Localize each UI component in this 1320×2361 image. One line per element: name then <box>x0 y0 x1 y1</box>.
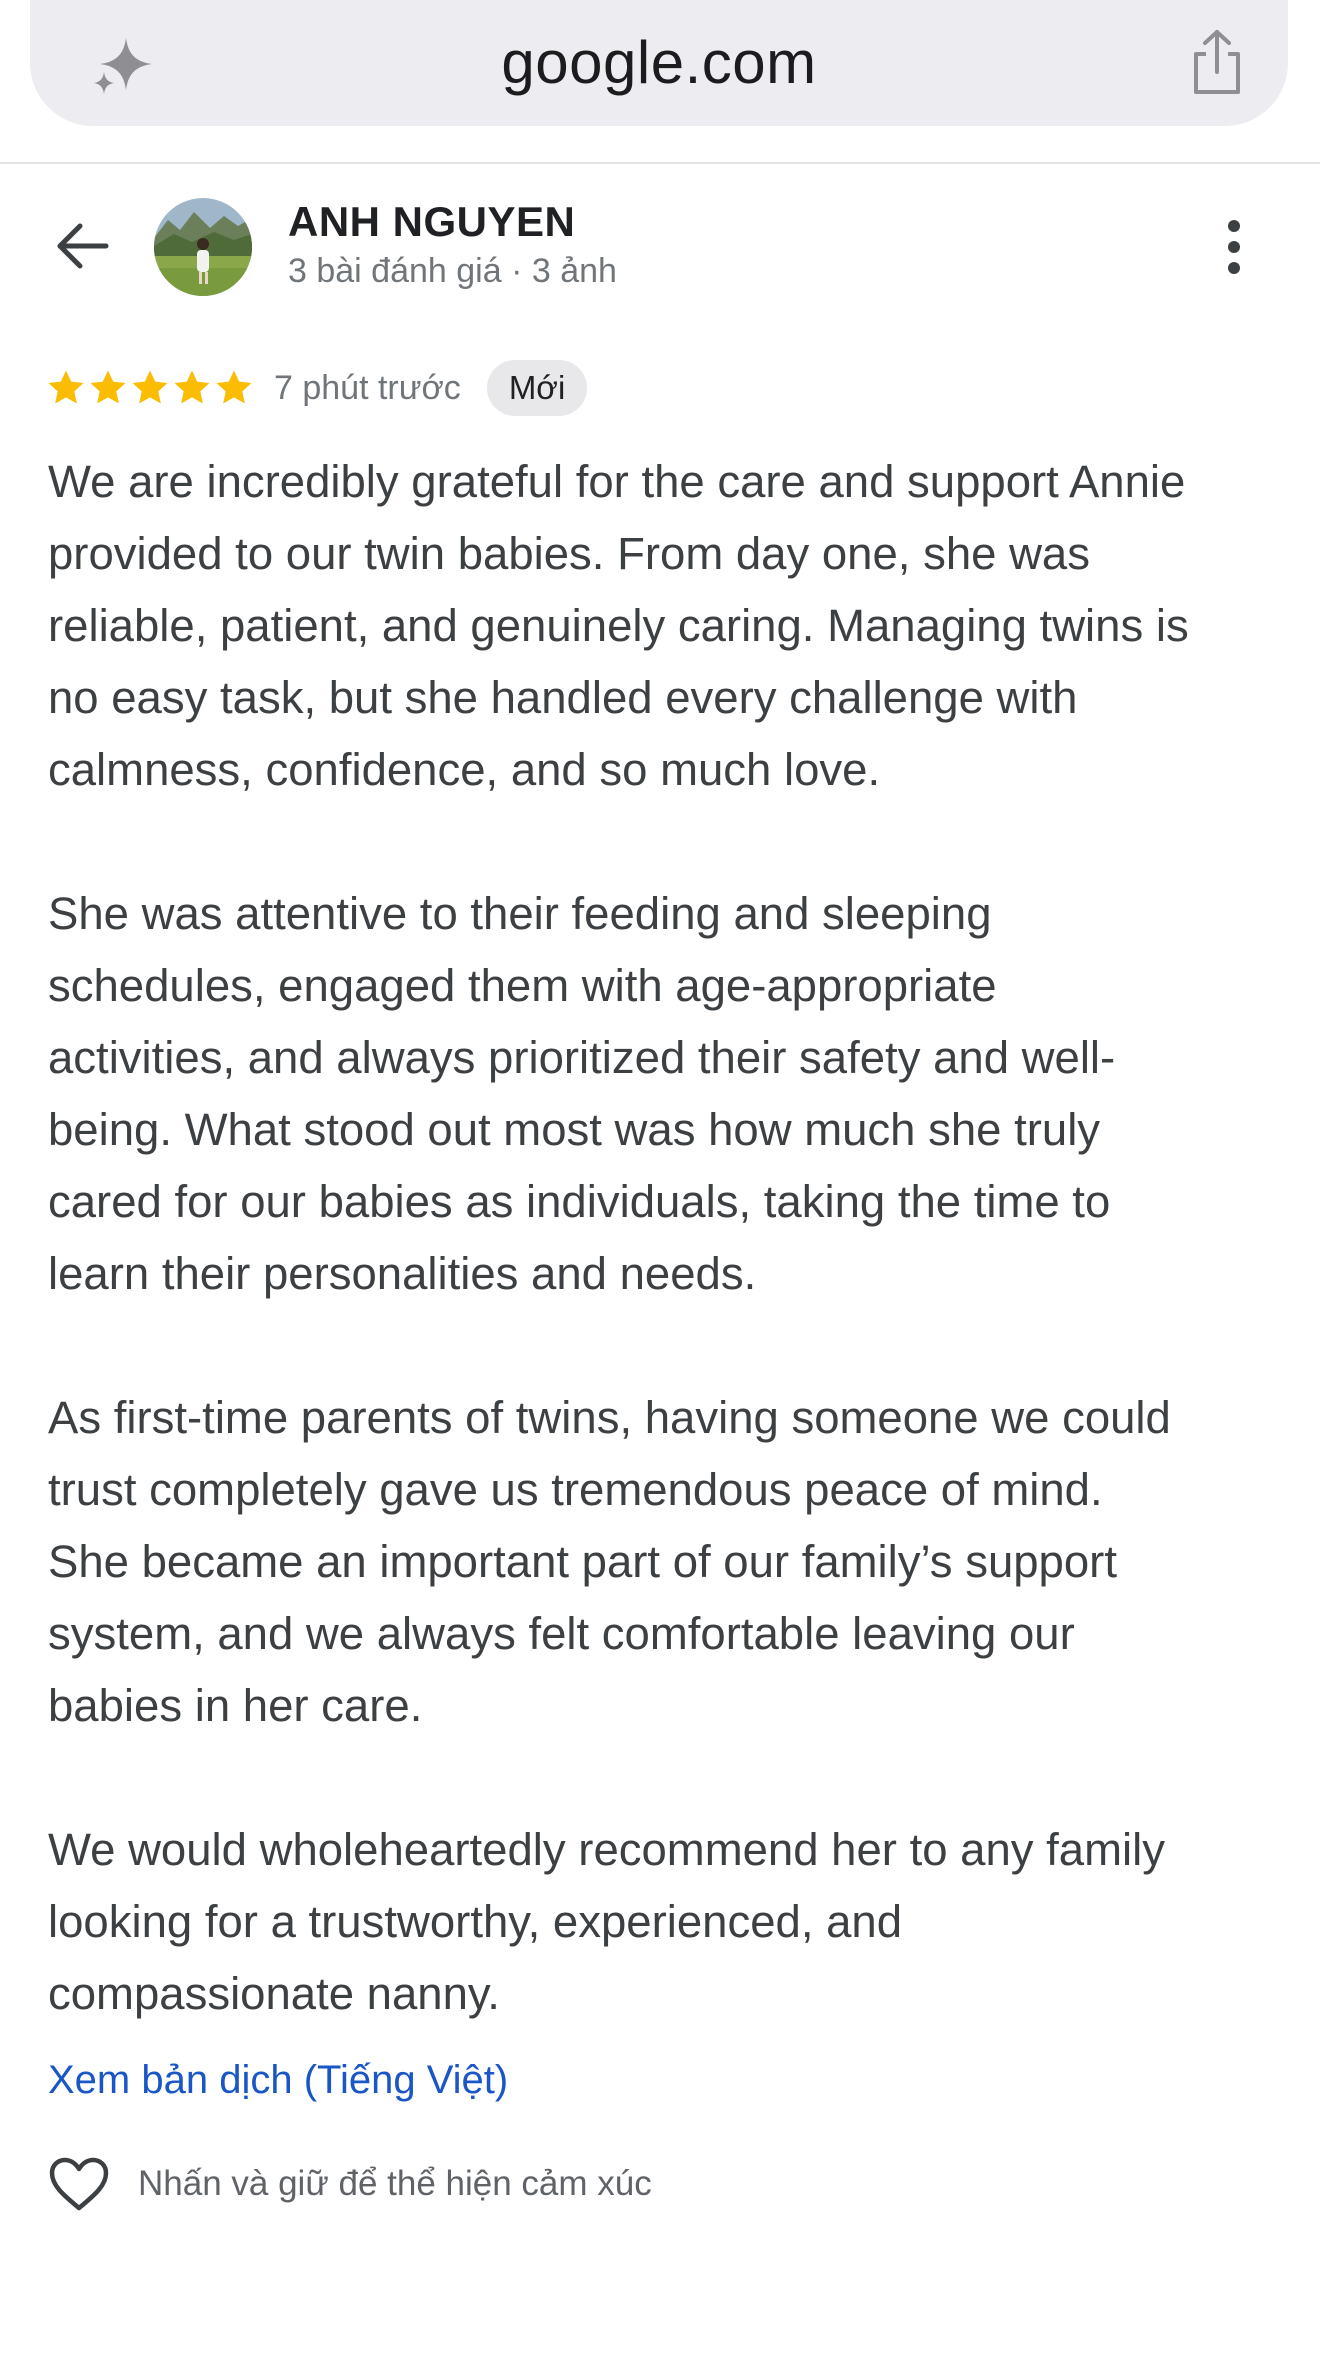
header-divider <box>0 162 1320 164</box>
review-paragraph: As first-time parents of twins, having someone we could trust completely gave us tremendous peace of mind. She became an important part of our family’s support system, and we always felt comfortable leaving our babies in her care. <box>48 1392 1171 1731</box>
author-name[interactable]: ANH NGUYEN <box>288 198 576 245</box>
heart-outline-icon[interactable] <box>48 2156 110 2212</box>
review-paragraph: We would wholeheartedly recommend her to any family looking for a trustworthy, experienced, and compassionate nanny. <box>48 1824 1165 2019</box>
review-text <box>48 446 1288 2030</box>
translate-link[interactable]: Xem bản dịch (Tiếng Việt) <box>48 2058 509 2102</box>
star-icon <box>46 368 86 408</box>
star-icon <box>214 368 254 408</box>
back-arrow-icon[interactable] <box>50 214 114 278</box>
rating-row <box>46 362 587 414</box>
react-hint: Nhấn và giữ để thể hiện cảm xúc <box>138 2164 652 2203</box>
avatar-photo <box>154 198 252 296</box>
star-icon <box>130 368 170 408</box>
star-icon <box>172 368 212 408</box>
react-row[interactable] <box>48 2156 652 2212</box>
avatar[interactable] <box>154 198 252 296</box>
browser-address-bar[interactable] <box>30 0 1288 126</box>
url-text[interactable]: google.com <box>501 29 817 96</box>
author-meta: 3 bài đánh giá · 3 ảnh <box>288 252 617 290</box>
star-icon <box>88 368 128 408</box>
new-badge: Mới <box>487 360 587 416</box>
review-paragraph: She was attentive to their feeding and sleeping schedules, engaged them with age-appropriate activities, and always prioritized their safety and well- being. What stood out most was how much she truly cared for our babies as individuals, taking the time to learn their personalities and needs. <box>48 888 1116 1299</box>
review-time: 7 phút trước <box>274 368 461 407</box>
star-rating <box>46 368 254 408</box>
review-paragraph: We are incredibly grateful for the care and support Annie provided to our twin babies. From day one, she was reliable, patient, and genuinely caring. Managing twins is no easy task, but she handled every challenge with calmness, confidence, and so much love. <box>48 456 1189 795</box>
more-vert-icon[interactable] <box>1218 218 1250 276</box>
share-icon[interactable] <box>1188 28 1246 96</box>
